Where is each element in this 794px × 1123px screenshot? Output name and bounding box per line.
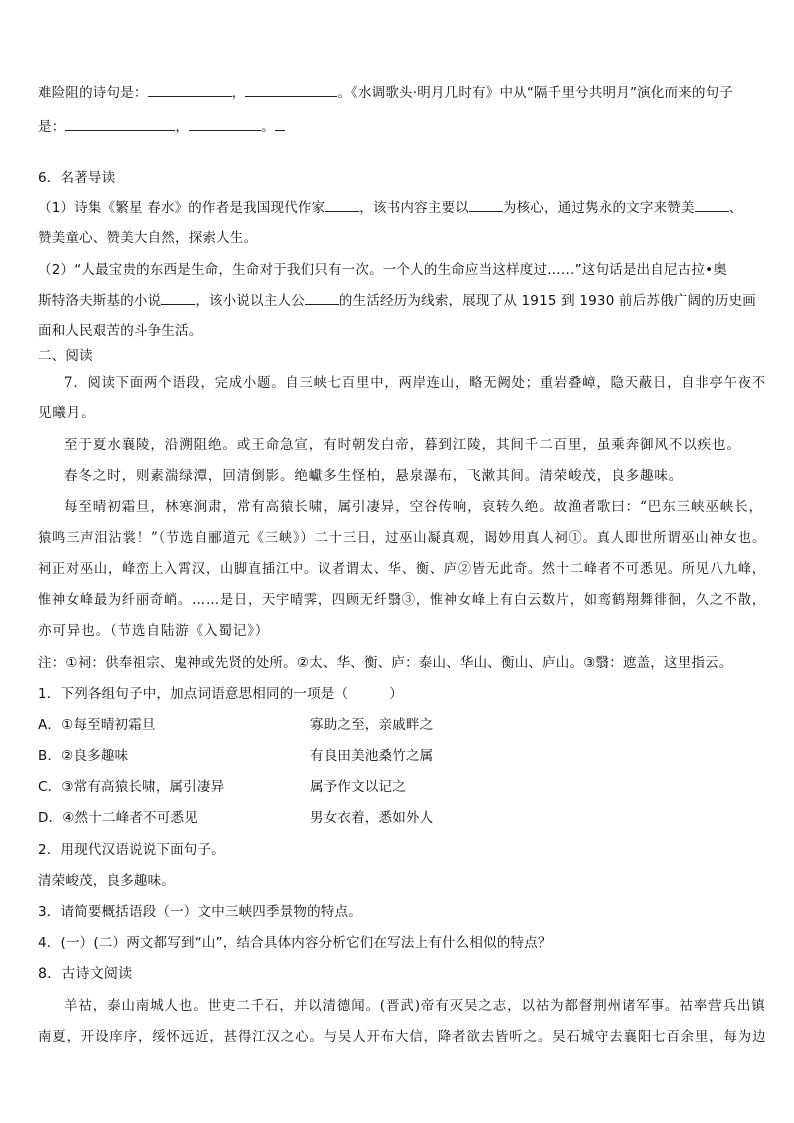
- passage-line: 见曦月。: [38, 405, 96, 421]
- passage-line: 至于夏水襄陵，沿溯阻绝。或王命急宣，有时朝发白帝，暮到江陵，其间千二百里，虽乘奔御风不以疾也。: [64, 437, 741, 453]
- passage-line: 惟神女峰最为纤丽奇峭。……是日，天宇晴霁，四顾无纤翳③，惟神女峰上有白云数片，如鸾鹤翔舞徘徊，久之不散，: [38, 592, 766, 608]
- q6-text: 斯特洛夫斯基的小说: [38, 293, 162, 309]
- q6-title: 6．名著导读: [38, 170, 116, 186]
- q6-part1-line2: 赞美童心、赞美大自然，探索人生。: [38, 230, 258, 246]
- answer-blank[interactable]: [275, 116, 285, 131]
- option-b[interactable]: [38, 746, 434, 766]
- option-right: 寡助之至，亲戚畔之: [310, 717, 434, 733]
- subquestion-2-sentence: 清荣峻茂，良多趣味。: [38, 873, 175, 889]
- subquestion-3: 3．请简要概括语段（一）文中三峡四季景物的特点。: [38, 904, 362, 920]
- passage-line: 祠正对巫山，峰峦上入霄汉，山脚直插江中。议者谓太、华、衡、庐②皆无此奇。然十二峰者不可悉见。所见八九峰，: [38, 561, 766, 577]
- answer-blank[interactable]: [148, 82, 232, 97]
- q5-line-1: [38, 82, 733, 103]
- passage-line: 每至晴初霜旦，林寒涧肃，常有高猿长啸，属引凄异，空谷传响，哀转久绝。故渔者歌曰：“巴东三峡巫峡长，: [64, 499, 763, 515]
- option-d[interactable]: [38, 808, 434, 828]
- q6-part2-line3: 面和人民艰苦的斗争生活。: [38, 323, 203, 339]
- q6-part2-line2: [38, 290, 756, 311]
- option-left: D．④然十二峰者不可悉见: [38, 810, 198, 826]
- option-left: A．①每至晴初霜旦: [38, 717, 156, 733]
- passage-line: 南夏，开设庠序，绥怀远近，甚得江汉之心。与吴人开布大信，降者欲去皆听之。吴石城守去襄阳七百余里，每为边: [38, 1029, 767, 1045]
- q6-text: 的生活经历为线索，展现了从 1915 到 1930 前后苏俄广阔的历史画: [338, 293, 756, 309]
- subquestion-2: 2．用现代汉语说说下面句子。: [38, 842, 225, 858]
- q6-text: 为核心，通过隽永的文字来赞美: [502, 200, 695, 216]
- answer-blank[interactable]: [245, 82, 337, 97]
- q5-text: 。《水调歌头·明月几时有》中从“隔千里兮共明月”演化而来的句子: [337, 85, 734, 101]
- answer-blank[interactable]: [695, 197, 729, 212]
- q6-part1-line1: [38, 197, 742, 218]
- q6-text: 、: [728, 200, 743, 216]
- q6-part2-line1: （2）“人最宝贵的东西是生命，生命对于我们只有一次。一个人的生命应当这样度过……”这句话是出自尼古拉•奥: [38, 262, 727, 278]
- q6-text: （1）诗集《繁星 春水》的作者是我国现代作家: [38, 200, 326, 216]
- option-left: B．②良多趣味: [38, 748, 129, 764]
- option-left: C．③常有高猿长啸，属引凄异: [38, 779, 225, 795]
- q5-text: 。: [261, 119, 275, 135]
- passage-line: 羊祜，泰山南城人也。世吏二千石，并以清德闻。(晋武)帝有灭吴之志，以祜为都督荆州诸军事。祜率营兵出镇: [64, 998, 766, 1014]
- answer-blank[interactable]: [325, 197, 359, 212]
- answer-blank[interactable]: [469, 197, 503, 212]
- q5-line-2: [38, 116, 285, 137]
- q6-text: ，该小说以主人公: [195, 293, 305, 309]
- subquestion-1: 1．下列各组句子中，加点词语意思相同的一项是（ ）: [38, 686, 403, 702]
- answer-blank[interactable]: [189, 116, 261, 131]
- answer-blank[interactable]: [65, 116, 175, 131]
- option-right: 有良田美池桑竹之属: [310, 748, 434, 764]
- passage-line: 7．阅读下面两个语段，完成小题。自三峡七百里中，两岸连山，略无阙处；重岩叠嶂，隐天蔽日，自非亭午夜不: [64, 375, 767, 391]
- q6-text: ，该书内容主要以: [359, 200, 469, 216]
- option-a[interactable]: [38, 715, 434, 735]
- passage-line: 春冬之时，则素湍绿潭，回清倒影。绝巘多生怪柏，悬泉瀑布，飞漱其间。清荣峻茂，良多趣味。: [64, 468, 684, 484]
- q8-title: 8．古诗文阅读: [38, 966, 133, 982]
- subquestion-4: 4．(一）(二）两文都写到“山”，结合具体内容分析它们在写法上有什么相似的特点？: [38, 935, 552, 951]
- footnote: 注：①祠：供奉祖宗、鬼神或先贤的处所。②太、华、衡、庐：泰山、华山、衡山、庐山。③翳：遮盖，这里指云。: [38, 655, 733, 671]
- answer-blank[interactable]: [305, 290, 339, 305]
- q5-text: 难险阻的诗句是：: [38, 85, 148, 101]
- passage-line: 猿鸣三声泪沾裳！”（节选自郦道元《三峡》）二十三日，过巫山凝真观，谒妙用真人祠①。真人即世所谓巫山神女也。: [38, 530, 767, 546]
- passage-line: 亦可异也。（节选自陆游《入蜀记》）: [38, 623, 270, 639]
- option-right: 男女衣着，悉如外人: [310, 810, 434, 826]
- answer-blank[interactable]: [161, 290, 195, 305]
- option-c[interactable]: [38, 777, 406, 797]
- q5-text: ，: [231, 85, 246, 101]
- q5-text: ，: [175, 119, 190, 135]
- q5-text: 是：: [38, 119, 66, 135]
- section-heading: 二、阅读: [38, 348, 93, 364]
- option-right: 属予作文以记之: [310, 779, 406, 795]
